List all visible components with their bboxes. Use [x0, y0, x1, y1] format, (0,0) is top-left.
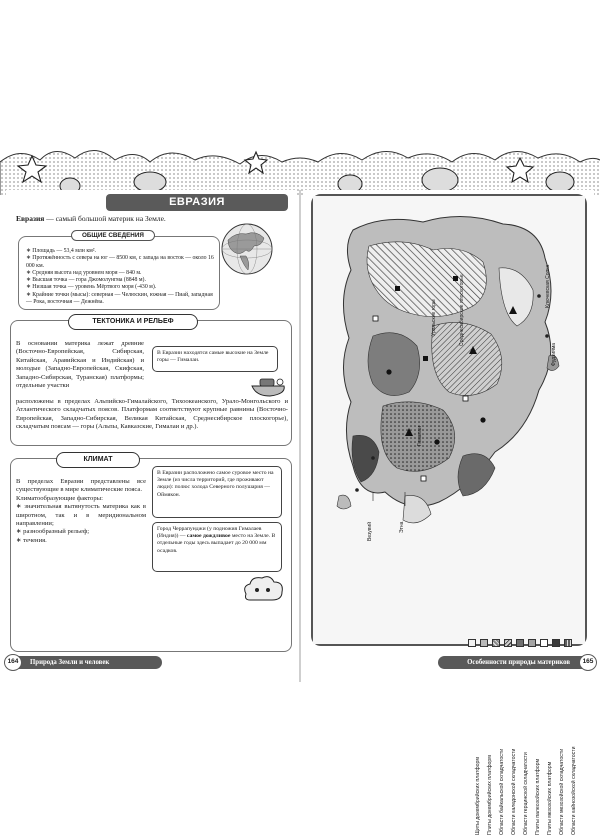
- climate-heading: КЛИМАТ: [56, 452, 140, 468]
- climate-note-rain-b: самое дождливое: [186, 533, 231, 540]
- tectonics-note: [152, 346, 278, 372]
- general-info-box: [18, 232, 220, 310]
- legend-label: Плиты мезозойских платформ: [547, 761, 553, 835]
- tectonics-text-bottom: расположены в пределах Альпийско-Гималайского, Тихоокеанского, Урало-Монгольского и Атлантического складчатых поясов. Платформам соответствуют крупные равнины (Восточно-Европейская, Западно-Сибирская, Великая Китайская, Среднесибирское плоскогорье), складчатым поясам — горы (Альпы, Кавказские, Гималаи и др.).: [16, 398, 288, 431]
- place-label-etna: Этна: [399, 521, 405, 533]
- book-spine: [299, 190, 301, 682]
- climate-text-line: ∗ разнообразный рельеф;: [16, 528, 90, 536]
- legend-label: Области каледонской складчатости: [511, 748, 517, 835]
- page-number-right: 165: [579, 654, 597, 671]
- climate-text-line: В пределах Евразии представлены все существующие в мире климатические пояса.: [16, 478, 146, 494]
- general-info-list: [26, 248, 214, 306]
- intro-term: Евразия: [16, 214, 45, 223]
- general-info-item: ∗ Высшая точка — гора Джомолунгма (8848 м).: [26, 277, 146, 284]
- page-title: ЕВРАЗИЯ: [106, 194, 288, 211]
- footer-left: Природа Земли и человек: [12, 656, 162, 669]
- climate-text-line: ∗ значительная вытянутость материка как в широтном, так и в меридиональном направлении;: [16, 503, 146, 528]
- right-page: [303, 190, 594, 835]
- cartoon-cloud-icon: [240, 574, 286, 604]
- left-page: [6, 190, 297, 682]
- place-label-fudziyama: Фудзияма: [551, 342, 557, 366]
- general-info-heading: ОБЩИЕ СВЕДЕНИЯ: [71, 230, 155, 241]
- tectonics-text-top: В основании материка лежат древние (Восточно-Европейская, Сибирская, Китайская, Аравийская и Индийская) и молодые (Западно-Европейская, Скифская, Западно-Сибирская, Туранская) платформы; отдельные участки: [16, 340, 144, 390]
- legend-item: [466, 431, 481, 835]
- climate-text-line: ∗ течения.: [16, 536, 47, 544]
- footer-right: Особенности природы материков: [438, 656, 588, 669]
- legend-label: Щиты докембрийских платформ: [475, 757, 481, 835]
- legend-label: Области герцинской складчатости: [523, 752, 529, 835]
- general-info-item: ∗ Протяжённость с севера на юг — 8500 км, с запада на восток — около 16 000 км.: [26, 255, 214, 269]
- place-label-klyuchevskaya: Ключевская Сопка: [545, 264, 551, 308]
- tectonics-note-text: В Евразии находятся самые высокие на Земле горы — Гималаи.: [157, 350, 269, 364]
- climate-note-cold: [152, 466, 282, 518]
- legend-label: Области кайнозойской складчатости: [571, 746, 577, 835]
- general-info-item: ∗ Площадь — 53,4 млн км².: [26, 248, 96, 254]
- legend-label: Области байкальской складчатости: [499, 748, 505, 835]
- cartoon-boat-icon: [250, 376, 290, 398]
- place-label-gimalai: Гималаи: [417, 426, 423, 446]
- globe-icon: [220, 222, 274, 276]
- legend-label: Плиты палеозойских платформ: [535, 758, 541, 835]
- place-label-vezuviy: Везувий: [367, 522, 373, 541]
- place-label-ural: Уральские горы: [431, 299, 437, 336]
- place-label-sibir: Среднесибирское плоскогорье: [459, 274, 465, 346]
- climate-note-cold-text: В Евразии расположено самое суровое место на Земле (из числа территорий, где проживают люди): полюс холода Северного полушария — Оймякон.: [157, 470, 274, 498]
- tectonics-heading: ТЕКТОНИКА И РЕЛЬЕФ: [68, 314, 198, 330]
- climate-text: [16, 478, 146, 545]
- intro-rest: — самый большой материк на Земле.: [44, 214, 166, 223]
- climate-note-rain: [152, 522, 282, 572]
- climate-note-rain-c: место на Земле. В отдельные годы здесь выпадает до 20 000 мм осадков.: [157, 533, 276, 554]
- intro-text: [16, 214, 166, 223]
- legend-label: Области мезозойской складчатости: [559, 748, 565, 835]
- legend-label: Плиты докембрийских платформ: [487, 755, 493, 835]
- climate-text-line: Климатообразующие факторы:: [16, 494, 103, 502]
- climate-note-rain-a: Город Черрапунджи (у подножия Гималаев (Индия)) —: [157, 526, 262, 540]
- page-number-left: 164: [4, 654, 22, 671]
- general-info-item: ∗ Низшая точка — уровень Мёртвого моря (-430 м).: [26, 284, 157, 291]
- general-info-item: ∗ Средняя высота над уровнем моря — 840 м.: [26, 269, 142, 276]
- general-info-item: ∗ Крайние точки (мысы): северная — Челюскин, южная — Пиай, западная — Рока, восточная — Дежнёва.: [26, 291, 213, 306]
